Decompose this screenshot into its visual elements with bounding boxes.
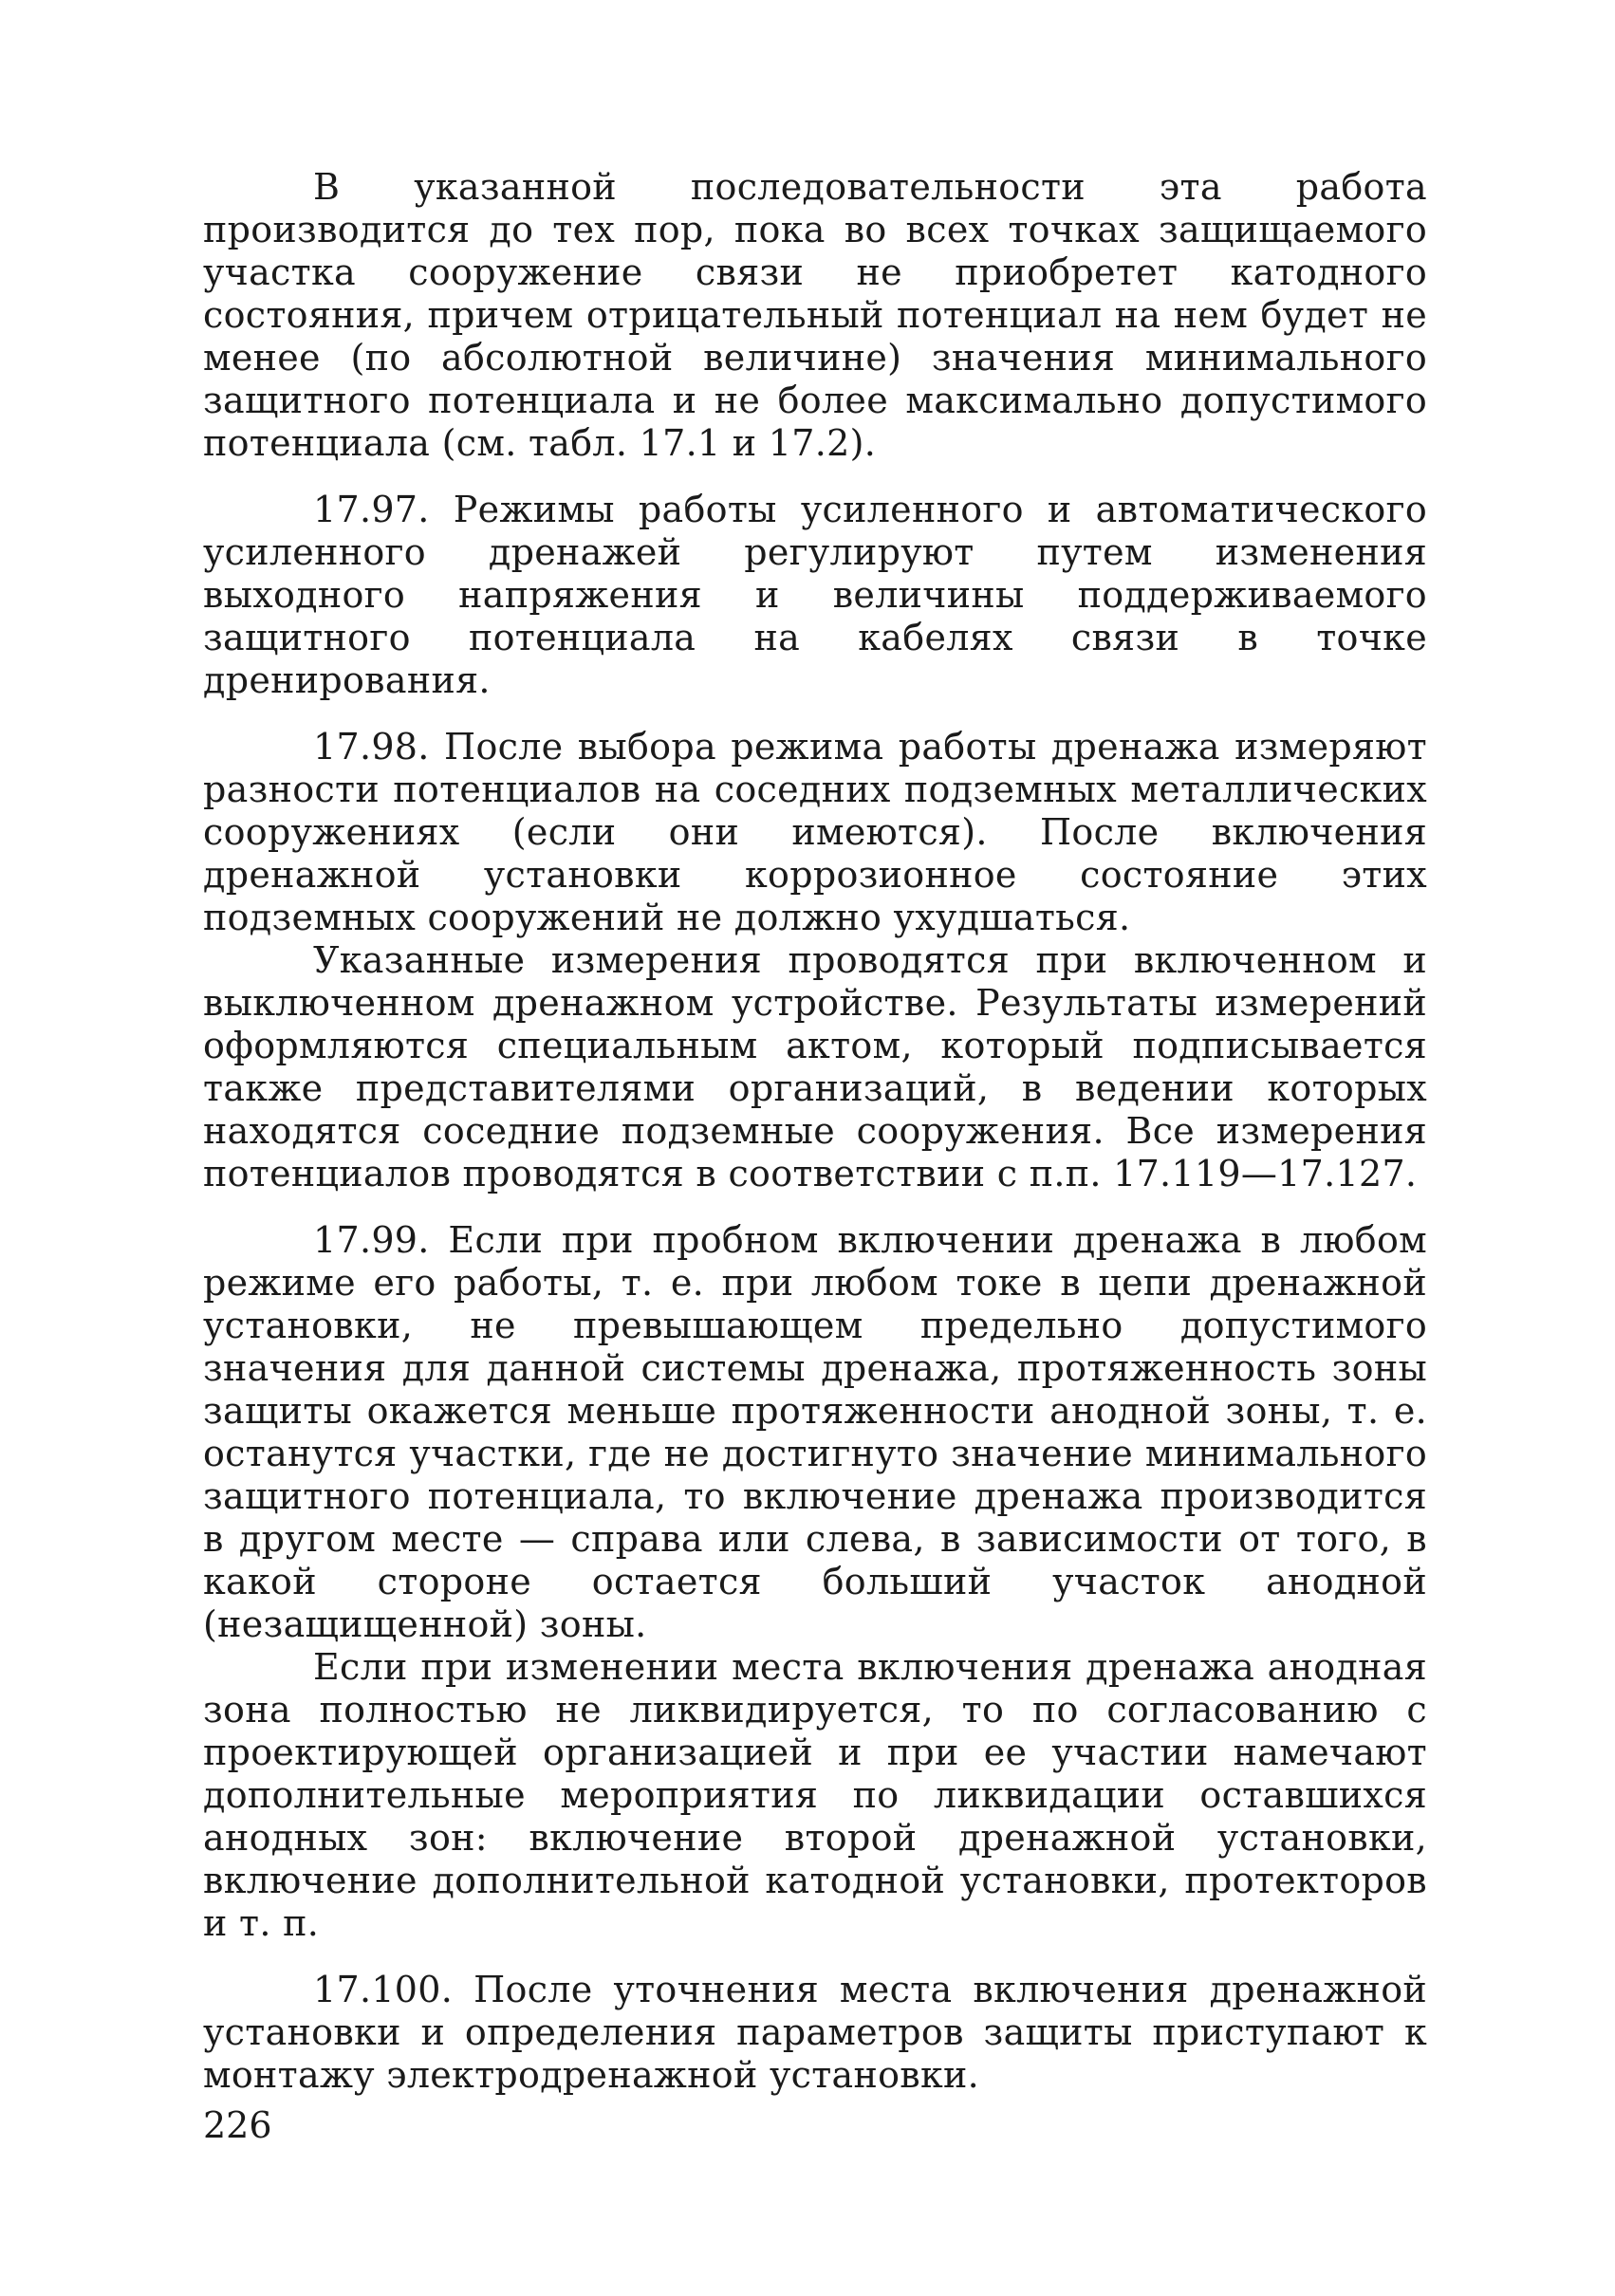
paragraph-intro: В указанной последовательности эта работа производится до тех пор, пока во всех точках защищаемого участка сооружение связи не приобретет катодного состояния, причем отрицательный потенциал на нем будет не менее (по абсолютной величине) значения минимального защитного потенциала и не более максимально допустимого потенциала (см. табл. 17.1 и 17.2). [203,166,1427,464]
paragraph-17-99: 17.99. Если при пробном включении дренажа в любом режиме его работы, т. е. при любом токе в цепи дренажной установки, не превышающем предельно допустимого значения для данной системы дренажа, протяженность зоны защиты окажется меньше протяженности анодной зоны, т. е. останутся участки, где не достигнуто значение минимального защитного потенциала, то включение дренажа производится в другом месте — справа или слева, в зависимости от того, в какой стороне остается больший участок анодной (незащищенной) зоны. [203,1219,1427,1645]
page-body [203,166,1427,2097]
paragraph-17-100: 17.100. После уточнения места включения дренажной установки и определения параметров защиты приступают к монтажу электродренажной установки. [203,1969,1427,2096]
paragraph-17-97: 17.97. Режимы работы усиленного и автоматического усиленного дренажей регулируют путем изменения выходного напряжения и величины поддерживаемого защитного потенциала на кабелях связи в точке дренирования. [203,489,1427,701]
paragraph-17-98-measurements: Указанные измерения проводятся при включенном и выключенном дренажном устройстве. Результаты измерений оформляются специальным актом, который подписывается также представителями организаций, в ведении которых находятся соседние подземные сооружения. Все измерения потенциалов проводятся в соответствии с п.п. 17.119—17.127. [203,939,1427,1194]
page-number: 226 [203,2104,272,2146]
paragraph-17-98: 17.98. После выбора режима работы дренажа измеряют разности потенциалов на соседних подземных металлических сооружениях (если они имеются). После включения дренажной установки коррозионное состояние этих подземных сооружений не должно ухудшаться. [203,726,1427,938]
paragraph-17-99-additional: Если при изменении места включения дренажа анодная зона полностью не ликвидируется, то по согласованию с проектирующей организацией и при ее участии намечают дополнительные мероприятия по ликвидации оставшихся анодных зон: включение второй дренажной установки, включение дополнительной катодной установки, протекторов и т. п. [203,1646,1427,1944]
